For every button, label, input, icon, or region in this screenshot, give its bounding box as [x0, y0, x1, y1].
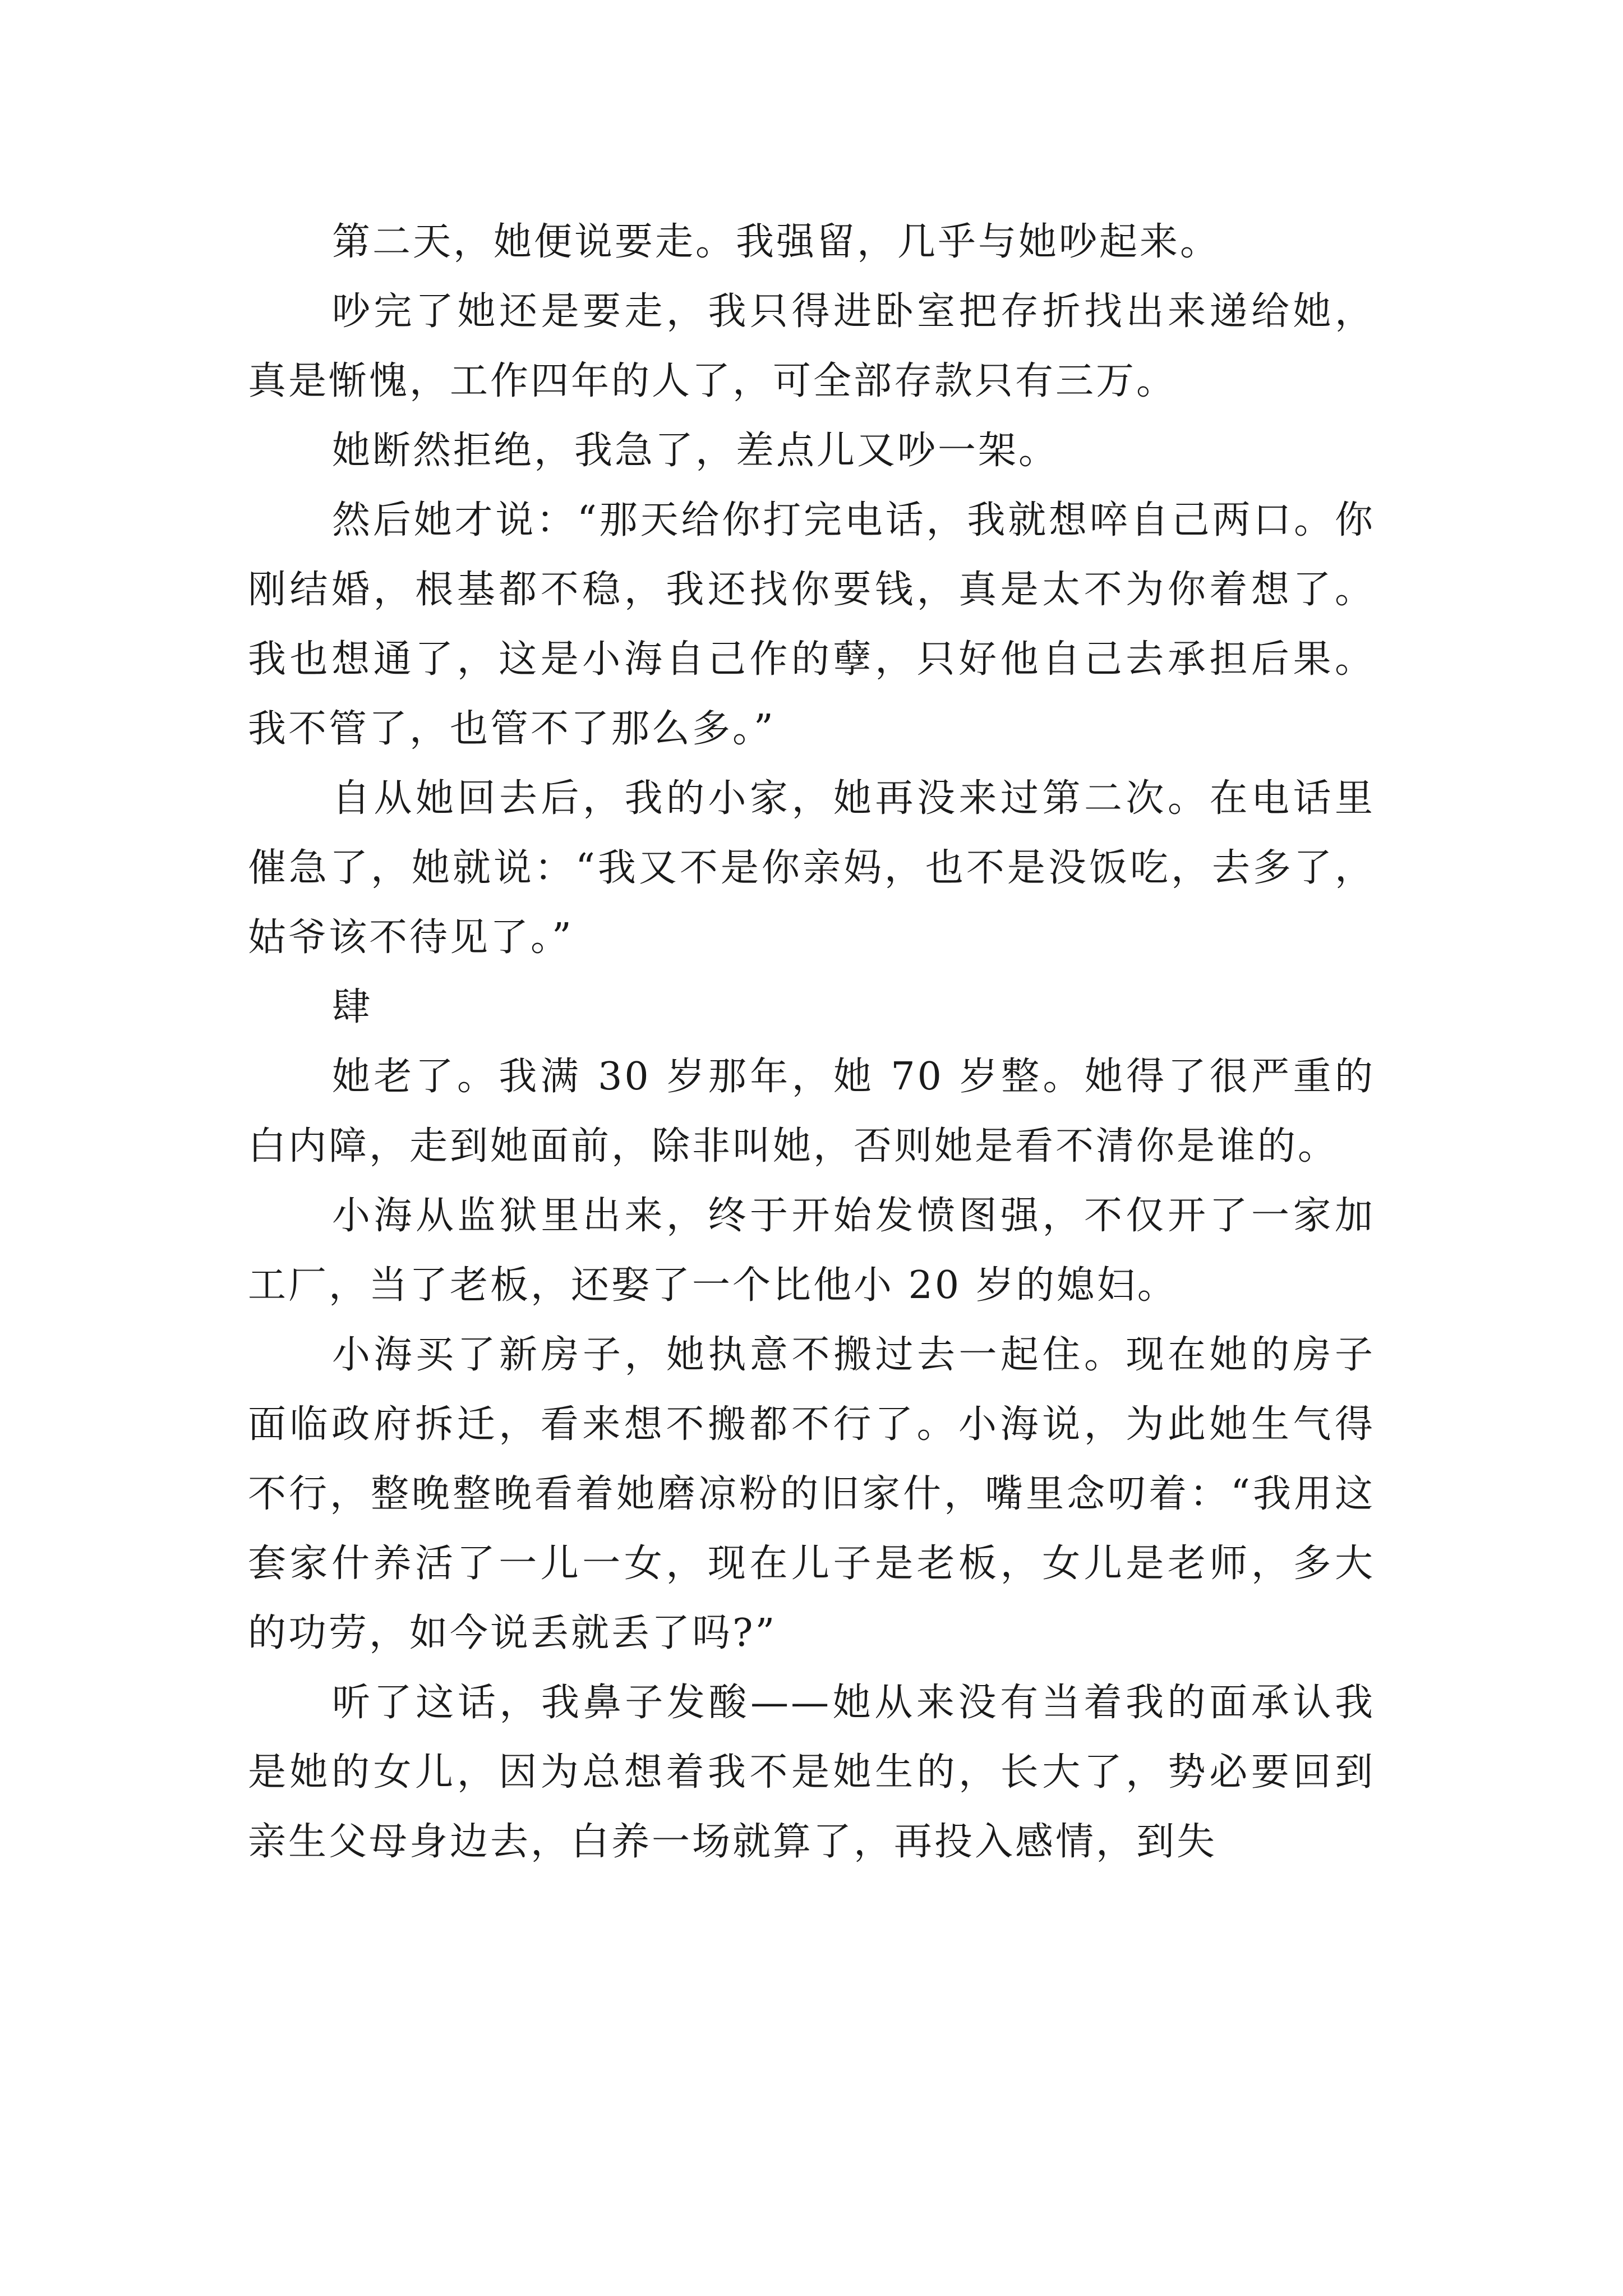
paragraph-4: 然后她才说：“那天给你打完电话，我就想啐自己两口。你刚结婚，根基都不稳，我还找你要钱，真是太不为你着想了。我也想通了，这是小海自己作的孽，只好他自己去承担后果。我不管了，也管不了那么多。” [248, 498, 1375, 751]
paragraph-5: 自从她回去后，我的小家，她再没来过第二次。在电话里催急了，她就说：“我又不是你亲妈，也不是没饭吃，去多了，姑爷该不待见了。” [248, 776, 1375, 960]
paragraph-1: 第二天，她便说要走。我强留，几乎与她吵起来。 [332, 220, 1221, 264]
paragraph-8: 小海买了新房子，她执意不搬过去一起住。现在她的房子面临政府拆迁，看来想不搬都不行了。小海说，为此她生气得不行，整晚整晚看着她磨凉粉的旧家什，嘴里念叨着：“我用这套家什养活了一儿一女，现在儿子是老板，女儿是老师，多大的功劳，如今说丢就丢了吗?” [248, 1333, 1375, 1655]
paragraph-6: 她老了。我满 30 岁那年，她 70 岁整。她得了很严重的白内障，走到她面前，除非叫她，否则她是看不清你是谁的。 [248, 1055, 1375, 1168]
paragraph-7: 小海从监狱里出来，终于开始发愤图强，不仅开了一家加工厂，当了老板，还娶了一个比他小 20 岁的媳妇。 [248, 1194, 1375, 1308]
paragraph-9: 听了这话，我鼻子发酸——她从来没有当着我的面承认我是她的女儿，因为总想着我不是她生的，长大了，势必要回到亲生父母身边去，白养一场就算了，再投入感情，到失 [248, 1681, 1375, 1864]
paragraph-2: 吵完了她还是要走，我只得进卧室把存折找出来递给她，真是惭愧，工作四年的人了，可全部存款只有三万。 [248, 289, 1375, 403]
section-heading: 肆 [332, 985, 373, 1029]
body-text [248, 208, 1375, 1877]
paragraph-3: 她断然拒绝，我急了，差点儿又吵一架。 [332, 429, 1059, 473]
